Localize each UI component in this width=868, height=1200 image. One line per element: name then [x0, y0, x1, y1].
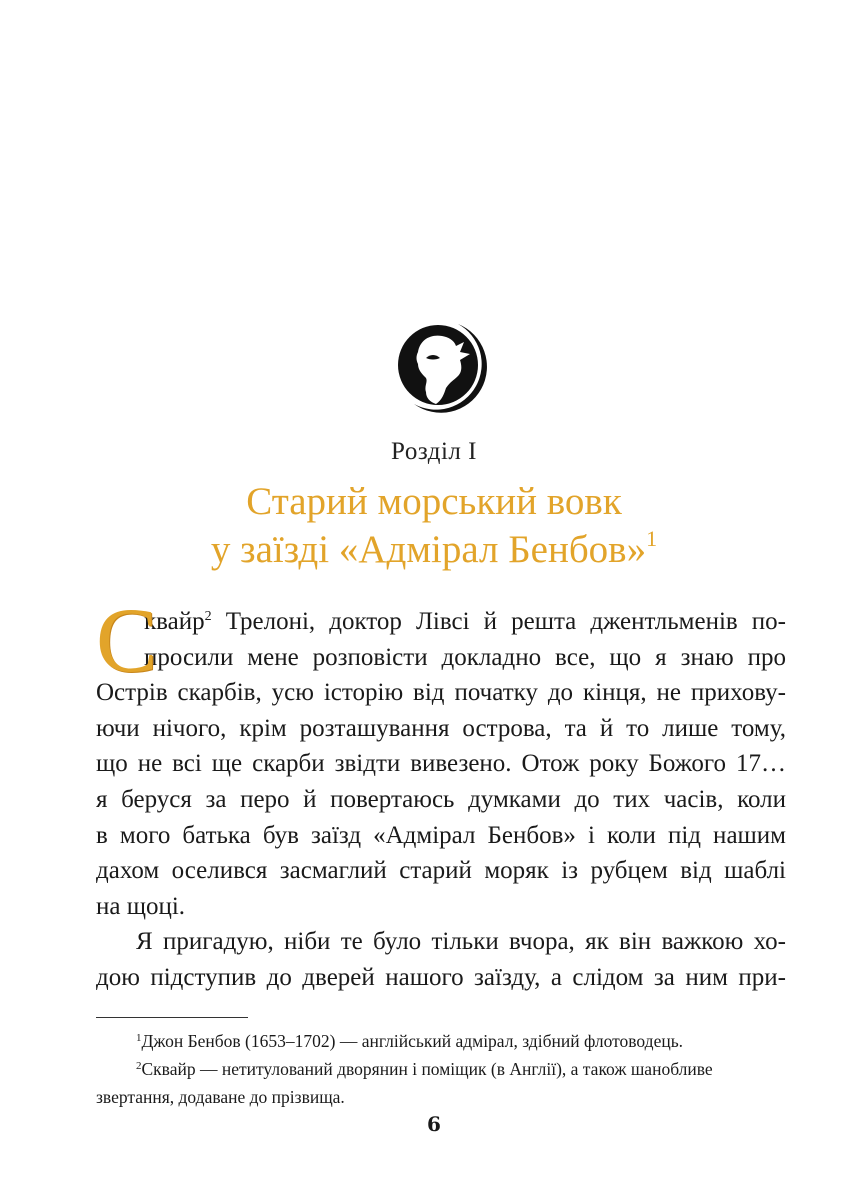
silhouette-crescent-icon	[396, 318, 496, 418]
body-text	[96, 589, 787, 996]
footnote-1	[96, 1027, 786, 1055]
footnotes	[96, 1027, 786, 1111]
body-line-11: дою підступив до дверей нашого заїзду, а слідом за ним при-	[96, 963, 786, 991]
body-line-10: Я пригадую, ніби те було тільки вчора, як він важкою хо-	[136, 928, 786, 956]
chapter-title-line-1: Старий морський вовк	[246, 480, 622, 523]
footnote-ref-1: 1	[646, 526, 658, 551]
footnote-2-text-line-2: звертання, додаване до прізвища.	[96, 1087, 345, 1107]
drop-cap: С	[96, 589, 158, 691]
body-line-1	[96, 604, 786, 640]
footnote-2-text-line-1: Сквайр — нетитулований дворянин і поміщик (в Англії), а також шанобливе	[141, 1059, 713, 1079]
chapter-title	[0, 478, 868, 574]
body-line-5: що не всі ще скарби звідти вивезено. Отож року Божого 17…	[96, 750, 786, 778]
chapter-title-line-2	[0, 526, 868, 574]
body-line-1-word: квайр	[144, 608, 205, 635]
body-line-1-rest: Трелоні, доктор Лівсі й решта джентльменів по-	[225, 608, 787, 635]
body-line-2: просили мене розповісти докладно все, що я знаю про	[144, 643, 786, 671]
body-line-9: на щоці.	[96, 892, 186, 920]
footnote-1-number: 1	[136, 1032, 142, 1044]
chapter-title-line-2-text: у заїзді «Адмірал Бенбов»	[210, 528, 647, 571]
footnote-1-text: Джон Бенбов (1653–1702) — англійський адмірал, здібний флотоводець.	[141, 1031, 684, 1051]
body-line-8: дахом оселився засмаглий старий моряк із рубцем від шаблі	[96, 857, 786, 885]
chapter-label: Розділ I	[391, 438, 477, 465]
footnote-ref-2: 2	[204, 609, 212, 624]
footnote-2-number: 2	[136, 1060, 142, 1072]
body-line-4: ючи нічого, крім розташування острова, та й то лише тому,	[96, 714, 786, 742]
body-line-6: я беруся за перо й повертаюсь думками до тих часів, коли	[96, 785, 786, 813]
body-line-7: в мого батька був заїзд «Адмірал Бенбов» і коли під нашим	[96, 821, 786, 849]
body-line-3: Острів скарбів, усю історію від початку до кінця, не прихову-	[96, 679, 786, 707]
page-number: 6	[427, 1112, 441, 1136]
footnote-2	[96, 1055, 786, 1083]
footnote-divider	[96, 1017, 248, 1018]
